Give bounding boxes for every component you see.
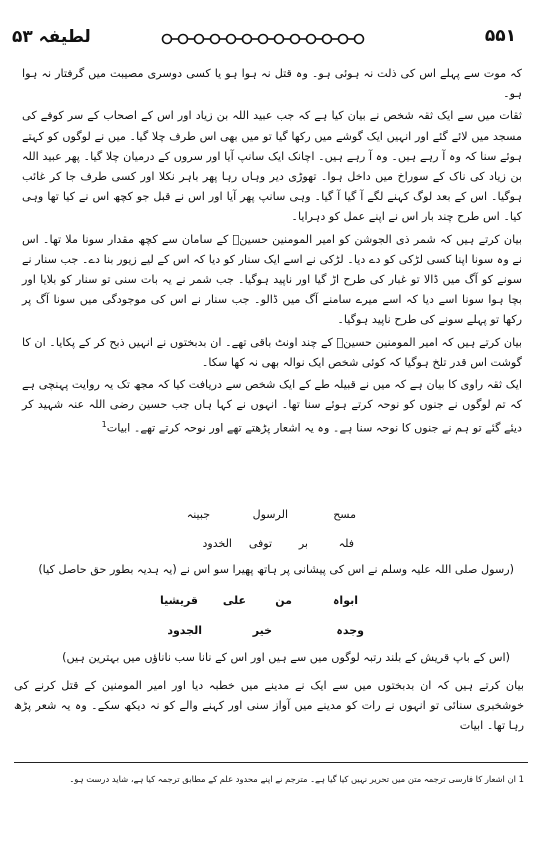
verse-word: جبینہ <box>186 508 210 521</box>
paragraph: بیان کرتے ہیں کہ شمر ذی الجوشن کو امیر المومنین حسینؑ کے سامان سے کچھ مقدار سونا ملا تھا۔ اس نے وہ سونا اپنا کسی لڑکی کو دے دیا۔ لڑکی نے اسے ایک سنار کو دیا کہ اس کے لیے زیور بنا دے۔ جب سنار نے سونے کو آگ میں ڈالا تو غبار کی طرح اڑ گیا اور ناپید ہوگیا۔ جب شمر نے یہ بات سنی تو سنار کو بلایا اور بچا ہوا سونا اسے دیا کہ اسے میرے سامنے آگ میں ڈالو۔ جب سنار نے اس کی موجودگی میں سونا آگ پر رکھا تو پہلے سونے کی طرح ناپید ہوگیا۔ <box>22 232 522 327</box>
chapter-title: لطیفہ ۵۳ <box>12 27 91 47</box>
verse-word: خیر <box>252 624 272 637</box>
verse-word: علی <box>222 594 246 607</box>
verse-word: قریشیا <box>160 594 198 607</box>
footnote-marker: 1 <box>101 420 107 430</box>
verse-word: الرسول <box>252 508 288 521</box>
verse-one-translation: (رسول صلی اللہ علیہ وسلم نے اس کی پیشانی پر ہاتھ پھیرا سو اس نے (یہ ہدیہ بطور حق حاصل کیا) <box>38 563 514 576</box>
verse-word: توفی <box>248 537 272 550</box>
verse-two-translation: (اس کے باپ قریش کے بلند رتبہ لوگوں میں سے ہیں اور اس کے نانا سب ناناؤں میں بہترین ہیں) <box>62 651 510 664</box>
verse-word: الخدود <box>202 537 232 550</box>
verse-word: الجدود <box>167 624 202 637</box>
paragraph: ثقات میں سے ایک ثقہ شخص نے بیان کیا ہے کہ جب عبید اللہ بن زیاد اور اس کے اصحاب کے سر کوفے کی مسجد میں لائے گئے اور انہیں ایک گوشے میں رکھا گیا تو میں بھی اس طرف چلا گیا۔ میں نے لوگوں کو کہتے ہوئے سنا کہ وہ آ رہے ہیں۔ وہ آ رہے ہیں۔ اچانک ایک سانپ آیا اور سروں کے درمیان چلا گیا۔ پھر عبید اللہ بن زیاد کی ناک کے سوراخ میں داخل ہوا۔ تھوڑی دیر وہاں رہا پھر باہر نکلا اور کسی طرف جا کر غائب ہوگیا۔ اس کے بعد لوگ کہنے لگے آ گیا آ گیا۔ وہی سانپ پھر آیا اور اس نے قبل جو کچھ اس نے کیا تھا وہی کیا۔ اس طرح چند بار اس نے اپنے عمل کو دہرایا۔ <box>22 109 522 224</box>
footnote-divider <box>14 762 528 763</box>
closing-paragraph: بیان کرتے ہیں کہ ان بدبختوں میں سے ایک نے مدینے میں خطبہ دیا اور امیر المومنین کے قتل کرنے کی خوشخبری سنائی تو انہوں نے رات کو مدینے میں آواز سنی اور کہنے والے کو نہ دیکھ سکے۔ وہ یہ شعر پڑھ رہا تھا۔ ابیات <box>14 679 524 733</box>
paragraph: کہ موت سے پہلے اس کی ذلت نہ ہوئی ہو۔ وہ قتل نہ ہوا ہو یا کسی دوسری مصیبت میں گرفتار نہ ہوا ہو۔ <box>22 67 522 101</box>
page-number: ۵۵۱ <box>484 26 516 46</box>
verse-word: بر <box>298 537 308 550</box>
verse-word: فلہ <box>338 537 354 550</box>
paragraph: بیان کرتے ہیں کہ امیر المومنین حسینؑ کے چند اونٹ باقی تھے۔ ان بدبختوں نے انہیں ذبح کر کے پکایا۔ ان کا گوشت اس قدر تلخ ہوگیا کہ کوئی شخص ایک نوالہ بھی نہ کھا سکا۔ <box>22 335 522 369</box>
paragraph-text: ایک ثقہ راوی کا بیان ہے کہ میں نے قبیلہ طے کے ایک شخص سے دریافت کیا کہ مجھ تک یہ روایت پہنچی ہے کہ تم لوگوں نے جنوں کو نوحہ کرتے ہوئے سنا تھا۔ انہوں نے کہا ہاں جب حسین رضی اللہ عنہ شہید کر دیئے گئے تو ہم نے جنوں کا نوحہ سنا ہے۔ وہ یہ اشعار پڑھتے تھے اور نوحہ کرتے تھے۔ ابیات <box>22 378 522 436</box>
verse-word: مسح <box>333 508 356 521</box>
footnote: 1 ان اشعار کا فارسی ترجمہ متن میں تحریر نہیں کیا گیا ہے۔ مترجم نے اپنے محدود علم کے مطابق ترجمہ کیا ہے، شاید درست ہو۔ <box>69 774 524 784</box>
verse-word: وجدہ <box>336 624 364 637</box>
verse-word: من <box>275 594 292 607</box>
verse-word: ابواہ <box>332 594 358 607</box>
